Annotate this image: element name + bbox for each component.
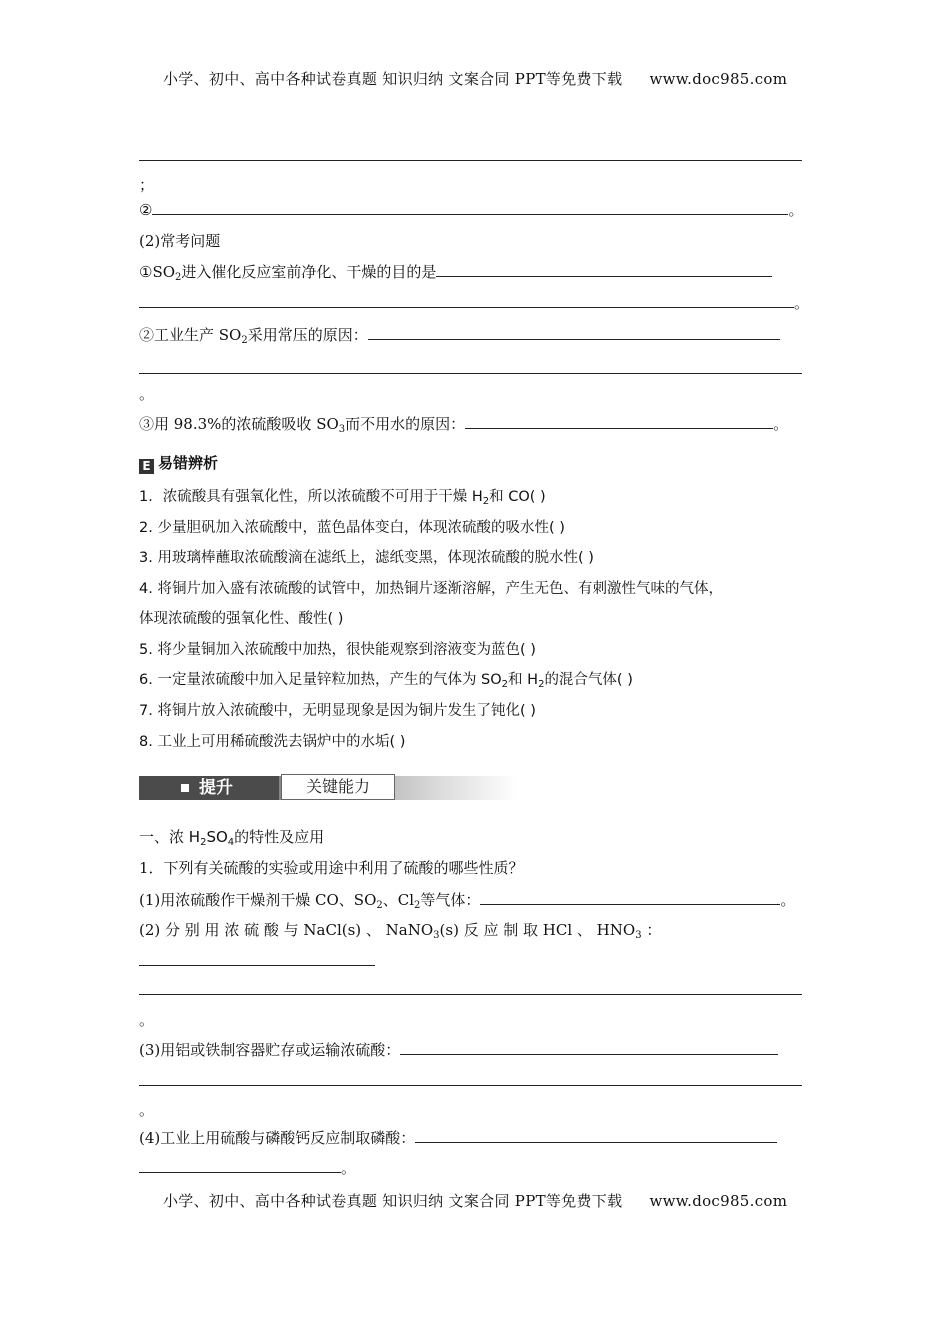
answer-blank[interactable] <box>415 1128 777 1143</box>
item-2-line <box>139 200 803 220</box>
question-so2-purification <box>139 262 772 282</box>
answer-line <box>139 965 375 966</box>
text: 的混合气体( ) <box>544 672 633 688</box>
footer-site: www.doc985.com <box>649 1192 788 1210</box>
header-site: www.doc985.com <box>649 70 788 88</box>
text: 和 H <box>508 672 539 688</box>
answer-line <box>139 373 802 374</box>
answer-blank[interactable] <box>436 262 772 277</box>
banner-subtitle: 关键能力 <box>281 774 395 800</box>
subscript: 3 <box>433 930 440 941</box>
subscript: 3 <box>635 930 642 941</box>
footer-text: 小学、初中、高中各种试卷真题 知识归纳 文案合同 PPT等免费下载 <box>163 1192 623 1210</box>
text: ③用 98.3%的浓硫酸吸收 SO <box>139 415 339 433</box>
section-banner <box>139 762 517 806</box>
subscript: 2 <box>538 679 545 690</box>
part-title <box>139 827 324 847</box>
period: 。 <box>139 1011 155 1029</box>
text: (2) 分 别 用 浓 硫 酸 与 NaCl(s) 、 NaNO <box>139 921 434 939</box>
period: 。 <box>139 1101 155 1119</box>
error-item-4: 4. 将铜片加入盛有浓硫酸的试管中，加热铜片逐渐溶解，产生无色、有刺激性气味的气体， <box>139 581 723 597</box>
error-item-7: 7. 将铜片放入浓硫酸中，无明显现象是因为铜片发生了钝化( ) <box>139 703 536 719</box>
period: 。 <box>780 891 796 909</box>
period: 。 <box>794 294 810 312</box>
answer-line-continued <box>139 293 809 313</box>
text: SO <box>206 828 228 846</box>
text: 进入催化反应室前净化、干燥的目的是 <box>181 263 437 281</box>
error-item-4-cont: 体现浓硫酸的强氧化性、酸性( ) <box>139 611 344 627</box>
question-intro: 1．下列有关硫酸的实验或用途中利用了硫酸的哪些性质？ <box>139 859 524 877</box>
error-analysis-title <box>139 453 218 474</box>
square-icon <box>181 784 189 792</box>
answer-blank[interactable] <box>139 1158 341 1173</box>
subscript: 2 <box>482 496 490 507</box>
text: 采用常压的原因： <box>247 326 368 344</box>
title-text: 易错辨析 <box>158 454 219 472</box>
subscript: 2 <box>241 335 248 346</box>
text: ： <box>641 921 662 939</box>
text: (4)工业上用硫酸与磷酸钙反应制取磷酸： <box>139 1129 416 1147</box>
error-item-8: 8. 工业上可用稀硫酸洗去锅炉中的水垢( ) <box>139 734 406 750</box>
answer-line <box>139 160 802 161</box>
subscript: 3 <box>338 424 346 435</box>
banner-title: 提升 <box>199 778 233 798</box>
e-badge-icon: E <box>139 459 154 474</box>
error-item-1 <box>139 487 546 507</box>
question-normal-pressure <box>139 325 780 345</box>
answer-blank[interactable] <box>368 325 780 340</box>
answer-blank[interactable] <box>139 293 794 308</box>
question-2 <box>139 920 661 940</box>
error-item-6 <box>139 670 633 690</box>
semicolon: ； <box>139 176 155 194</box>
subscript: 4 <box>227 837 235 848</box>
text: 而不用水的原因： <box>345 415 466 433</box>
subscript: 2 <box>200 837 207 848</box>
page-header <box>163 69 787 89</box>
subscript: 2 <box>175 272 182 283</box>
text: ②工业生产 SO <box>139 326 242 344</box>
question-4-cont <box>139 1158 356 1178</box>
text: 、Cl <box>382 891 415 909</box>
answer-line <box>139 1085 802 1086</box>
text: (s) 反 应 制 取 HCl 、 HNO <box>439 921 636 939</box>
period: 。 <box>773 415 789 433</box>
text: 等气体： <box>420 891 481 909</box>
text: (3)用铝或铁制容器贮存或运输浓硫酸： <box>139 1041 401 1059</box>
error-item-3: 3. 用玻璃棒蘸取浓硫酸滴在滤纸上，滤纸变黑，体现浓硫酸的脱水性( ) <box>139 550 594 566</box>
text: 一、浓 H <box>139 828 201 846</box>
subscript: 2 <box>414 900 421 911</box>
subscript: 2 <box>376 900 383 911</box>
period: 。 <box>139 385 155 403</box>
error-item-2: 2. 少量胆矾加入浓硫酸中，蓝色晶体变白，体现浓硫酸的吸水性( ) <box>139 520 565 536</box>
question-1 <box>139 890 795 910</box>
text: ①SO <box>139 263 176 281</box>
question-4 <box>139 1128 777 1148</box>
answer-line <box>139 994 802 995</box>
item-label: ② <box>139 201 153 219</box>
text: (1)用浓硫酸作干燥剂干燥 CO、SO <box>139 891 377 909</box>
text: 1．浓硫酸具有强氧化性，所以浓硫酸不可用于干燥 H <box>139 489 483 505</box>
text: 和 CO( ) <box>489 489 546 505</box>
section-heading: (2)常考问题 <box>139 232 221 250</box>
header-text: 小学、初中、高中各种试卷真题 知识归纳 文案合同 PPT等免费下载 <box>163 70 623 88</box>
answer-blank[interactable] <box>400 1040 778 1055</box>
period: 。 <box>341 1159 357 1177</box>
text: 6. 一定量浓硫酸中加入足量锌粒加热，产生的气体为 SO <box>139 672 502 688</box>
question-absorb-so3 <box>139 414 788 434</box>
question-3 <box>139 1040 778 1060</box>
error-item-5: 5. 将少量铜加入浓硫酸中加热，很快能观察到溶液变为蓝色( ) <box>139 642 536 658</box>
text: 的特性及应用 <box>234 828 325 846</box>
answer-blank[interactable] <box>465 414 773 429</box>
page-footer <box>163 1191 787 1211</box>
answer-blank[interactable] <box>152 200 788 215</box>
subscript: 2 <box>501 679 509 690</box>
period: 。 <box>788 201 804 219</box>
answer-blank[interactable] <box>480 890 780 905</box>
